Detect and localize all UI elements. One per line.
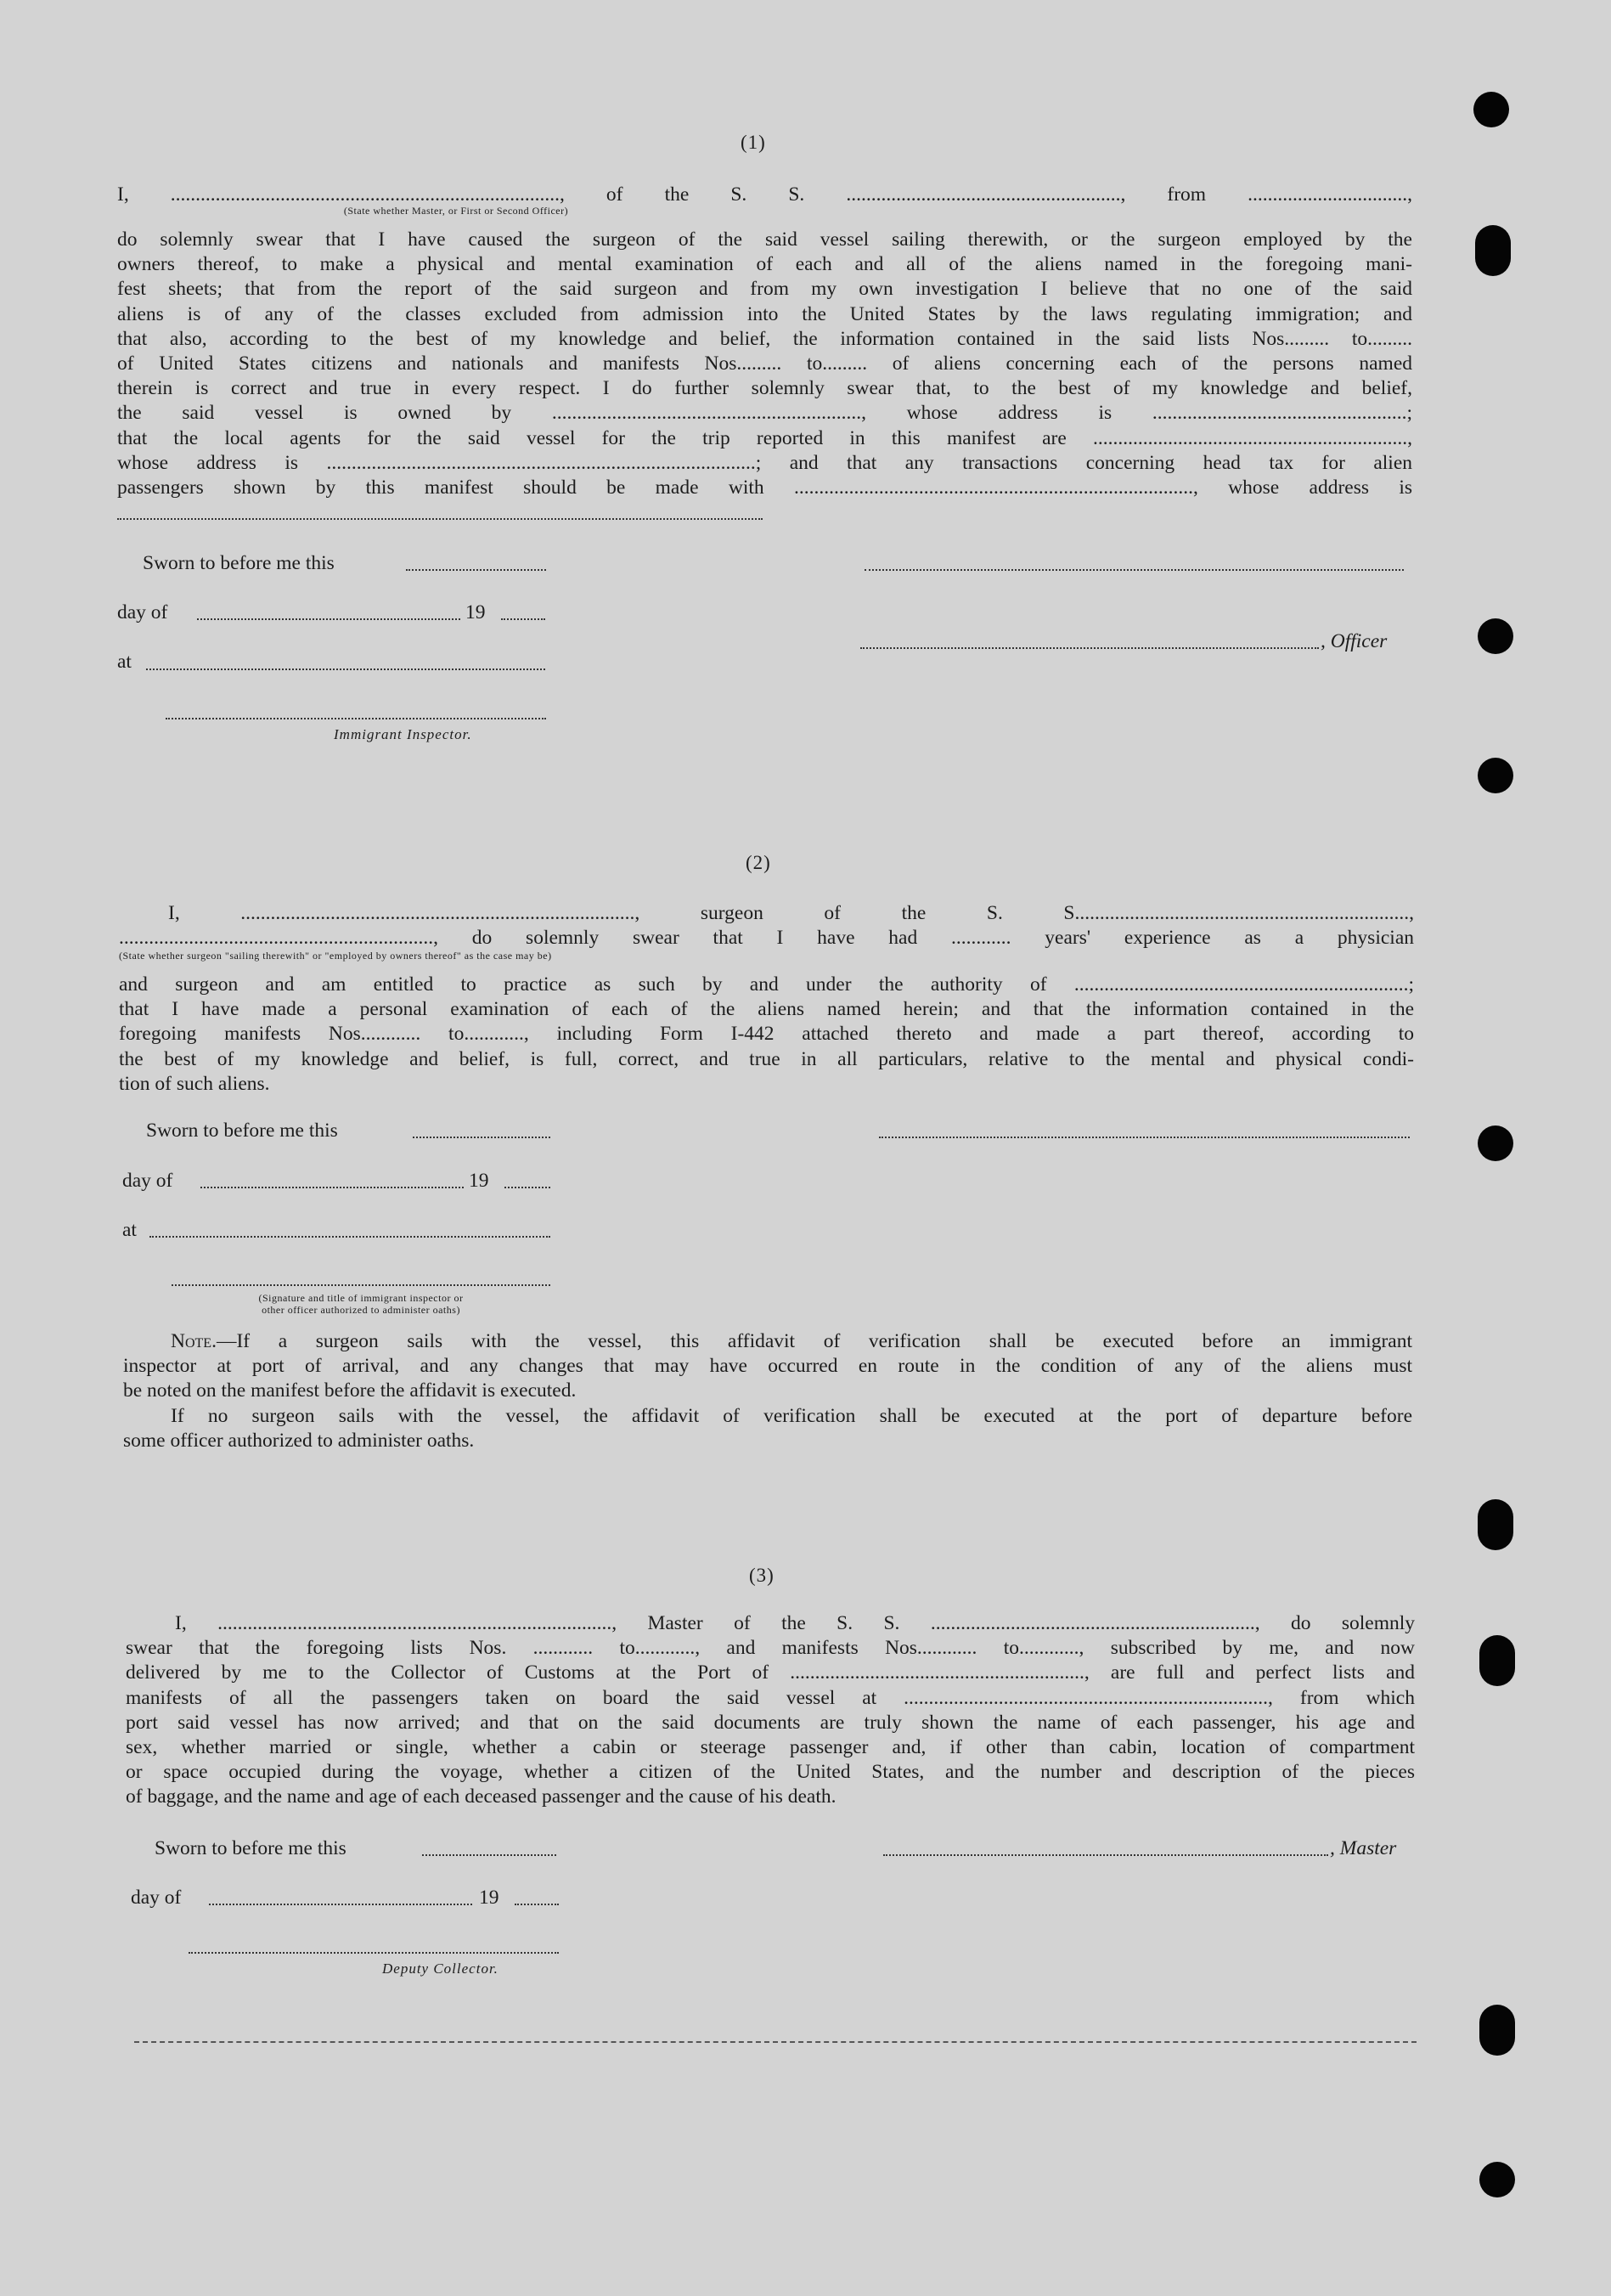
master-text: Master [1339, 1837, 1397, 1859]
text-line: sex, whether married or single, whether a cabin or steerage passenger and, if other than cabin, location of compartment [126, 1736, 1415, 1759]
sworn-date-line [422, 1854, 556, 1856]
section-1-paragraph [117, 183, 1412, 207]
year-label: 19 [479, 1887, 499, 1909]
sworn-date-line [413, 1137, 550, 1138]
sworn-label: Sworn to before me this [143, 552, 335, 574]
text-line: aliens is of any of the classes excluded from admission into the United States by the laws regulating immigration; and [117, 302, 1412, 325]
text-line [123, 1329, 1412, 1354]
day-of-label: day of [122, 1170, 173, 1192]
text-line: foregoing manifests Nos............ to............, including Form I-442 attached thereto and made a part thereof, according to [119, 1023, 1414, 1046]
text-line: passengers shown by this manifest should be made with ................................................................................, whose address is [117, 477, 1412, 499]
section-2-paragraph [119, 901, 1414, 951]
text-line: the best of my knowledge and belief, is full, correct, and true in all particulars, relative to the mental and physical condi- [119, 1047, 1414, 1070]
master-signature-line [883, 1854, 1328, 1856]
inspector-caption: Immigrant Inspector. [334, 726, 472, 742]
surgeon-caption: (State whether surgeon "sailing therewith" or "employed by owners thereof" as the case may be) [119, 950, 552, 962]
section-3-paragraph [126, 1611, 1415, 1810]
section-2-body-cont [119, 973, 1414, 1097]
section-2-number: (2) [746, 852, 771, 873]
binder-hole [1478, 618, 1513, 654]
text-line: owners thereof, to make a physical and mental examination of each and all of the aliens named in the foregoing mani- [117, 253, 1412, 276]
text-line: delivered by me to the Collector of Customs at the Port of ..........................................................., are full and perfect lists and [126, 1661, 1415, 1684]
binder-hole [1478, 758, 1513, 793]
text-line: port said vessel has now arrived; and that on the said documents are truly shown the name of each passenger, his age and [126, 1711, 1415, 1734]
officer-label: , Officer [1321, 630, 1388, 652]
text-line: swear that the foregoing lists Nos. ............ to............, and manifests Nos............ to............, subscribed by me, and now [126, 1637, 1415, 1660]
text-line: that I have made a personal examination of each of the aliens named herein; and that the information contained in the [119, 998, 1414, 1021]
text-line: fest sheets; that from the report of the said surgeon and from my own investigation I believe that no one of the said [117, 278, 1412, 301]
text-line: tion of such aliens. [119, 1072, 270, 1095]
text-line: If no surgeon sails with the vessel, the affidavit of verification shall be executed at the port of departure before [171, 1404, 1412, 1427]
year-line [515, 1904, 559, 1905]
day-of-label: day of [117, 601, 168, 623]
at-label: at [122, 1219, 137, 1241]
text-line: I, ..............................................................................., surgeon of the S. S..................................................................., [168, 902, 1414, 924]
master-caption: (State whether Master, or First or Second Officer) [343, 205, 569, 217]
note-paragraph [123, 1329, 1412, 1453]
day-of-line [200, 1187, 464, 1188]
bottom-rule [134, 2041, 1417, 2043]
inspector-signature-line [166, 718, 546, 719]
section-2-body [119, 901, 1414, 951]
note-block [123, 1329, 1412, 1453]
text-line: that also, according to the best of my knowledge and belief, the information contained in the said lists Nos......... to......... [117, 327, 1412, 350]
text-line: some officer authorized to administer oaths. [123, 1429, 475, 1452]
note-label: Note. [171, 1330, 217, 1352]
text-line: I, ..............................................................................., Master of the S. S. ................................................................., do solemnly [175, 1612, 1415, 1634]
collector-caption: Deputy Collector. [382, 1960, 499, 1977]
text-line: I, .............................................................................., of the S. S. ......................................................., from ................................, [117, 183, 1412, 206]
section-1-number: (1) [741, 132, 766, 153]
text-line: of United States citizens and nationals and manifests Nos......... to......... of aliens concerning each of the persons named [117, 353, 1412, 375]
day-of-line [209, 1904, 472, 1905]
text-line: whose address is ......................................................................................; and that any transactions concerning head tax for alien [117, 451, 1412, 474]
year-label: 19 [465, 601, 486, 623]
officer-name-line [860, 647, 1319, 649]
binder-hole [1479, 2005, 1515, 2056]
text-line: manifests of all the passengers taken on board the said vessel at ........................................................................., from which [126, 1686, 1415, 1709]
year-line [504, 1187, 550, 1188]
note-text: —If a surgeon sails with the vessel, this affidavit of verification shall be executed before an immigrant [216, 1330, 1412, 1352]
text-line: and surgeon and am entitled to practice as such by and under the authority of ...................................................................; [119, 973, 1414, 996]
at-line [146, 668, 545, 670]
binder-hole [1478, 1499, 1513, 1550]
year-line [501, 618, 545, 620]
officer-text: Officer [1330, 630, 1388, 652]
section-1-body-cont [117, 228, 1412, 500]
section-1-paragraph [117, 228, 1412, 500]
sworn-date-line [406, 569, 546, 571]
binder-hole [1473, 92, 1509, 127]
section-1-body [117, 183, 1412, 207]
text-line: inspector at port of arrival, and any changes that may have occurred en route in the condition of any of the aliens must [123, 1355, 1412, 1378]
signature-caption-1: (Signature and title of immigrant inspector or [258, 1292, 464, 1304]
officer-signature-line [865, 569, 1404, 571]
text-line: ..............................................................., do solemnly swear that I have had ............ years' experience as a physician [119, 927, 1414, 950]
signature-caption-2: other officer authorized to administer oaths) [262, 1304, 460, 1316]
binder-hole [1479, 2162, 1515, 2197]
text-line: the said vessel is owned by .............................................................., whose address is ...................................................; [117, 402, 1412, 425]
surgeon-signature-line [879, 1137, 1410, 1138]
text-line: that the local agents for the said vessel for the trip reported in this manifest are ..............................................................., [117, 426, 1412, 449]
dotted-line [117, 518, 763, 520]
day-of-line [197, 618, 460, 620]
text-line: be noted on the manifest before the affidavit is executed. [123, 1379, 577, 1402]
day-of-label: day of [131, 1887, 182, 1909]
text-line: do solemnly swear that I have caused the surgeon of the said vessel sailing therewith, or the surgeon employed by the [117, 228, 1412, 251]
text-line: or space occupied during the voyage, whether a citizen of the United States, and the number and description of the pieces [126, 1761, 1415, 1784]
sworn-label: Sworn to before me this [146, 1120, 338, 1142]
binder-hole [1478, 1125, 1513, 1161]
inspector-signature-line [172, 1284, 550, 1286]
sworn-label: Sworn to before me this [155, 1837, 346, 1859]
at-line [149, 1236, 550, 1238]
section-3-number: (3) [749, 1565, 775, 1586]
section-2-paragraph [119, 973, 1414, 1097]
master-label: , Master [1330, 1837, 1397, 1859]
section-3-body [126, 1611, 1415, 1810]
text-line: therein is correct and true in every respect. I do further solemnly swear that, to the best of my knowledge and belief, [117, 377, 1412, 400]
year-label: 19 [469, 1170, 489, 1192]
text-line: of baggage, and the name and age of each deceased passenger and the cause of his death. [126, 1785, 836, 1808]
collector-signature-line [189, 1952, 559, 1954]
binder-hole [1479, 1635, 1515, 1686]
at-label: at [117, 651, 132, 673]
binder-hole [1475, 225, 1511, 276]
